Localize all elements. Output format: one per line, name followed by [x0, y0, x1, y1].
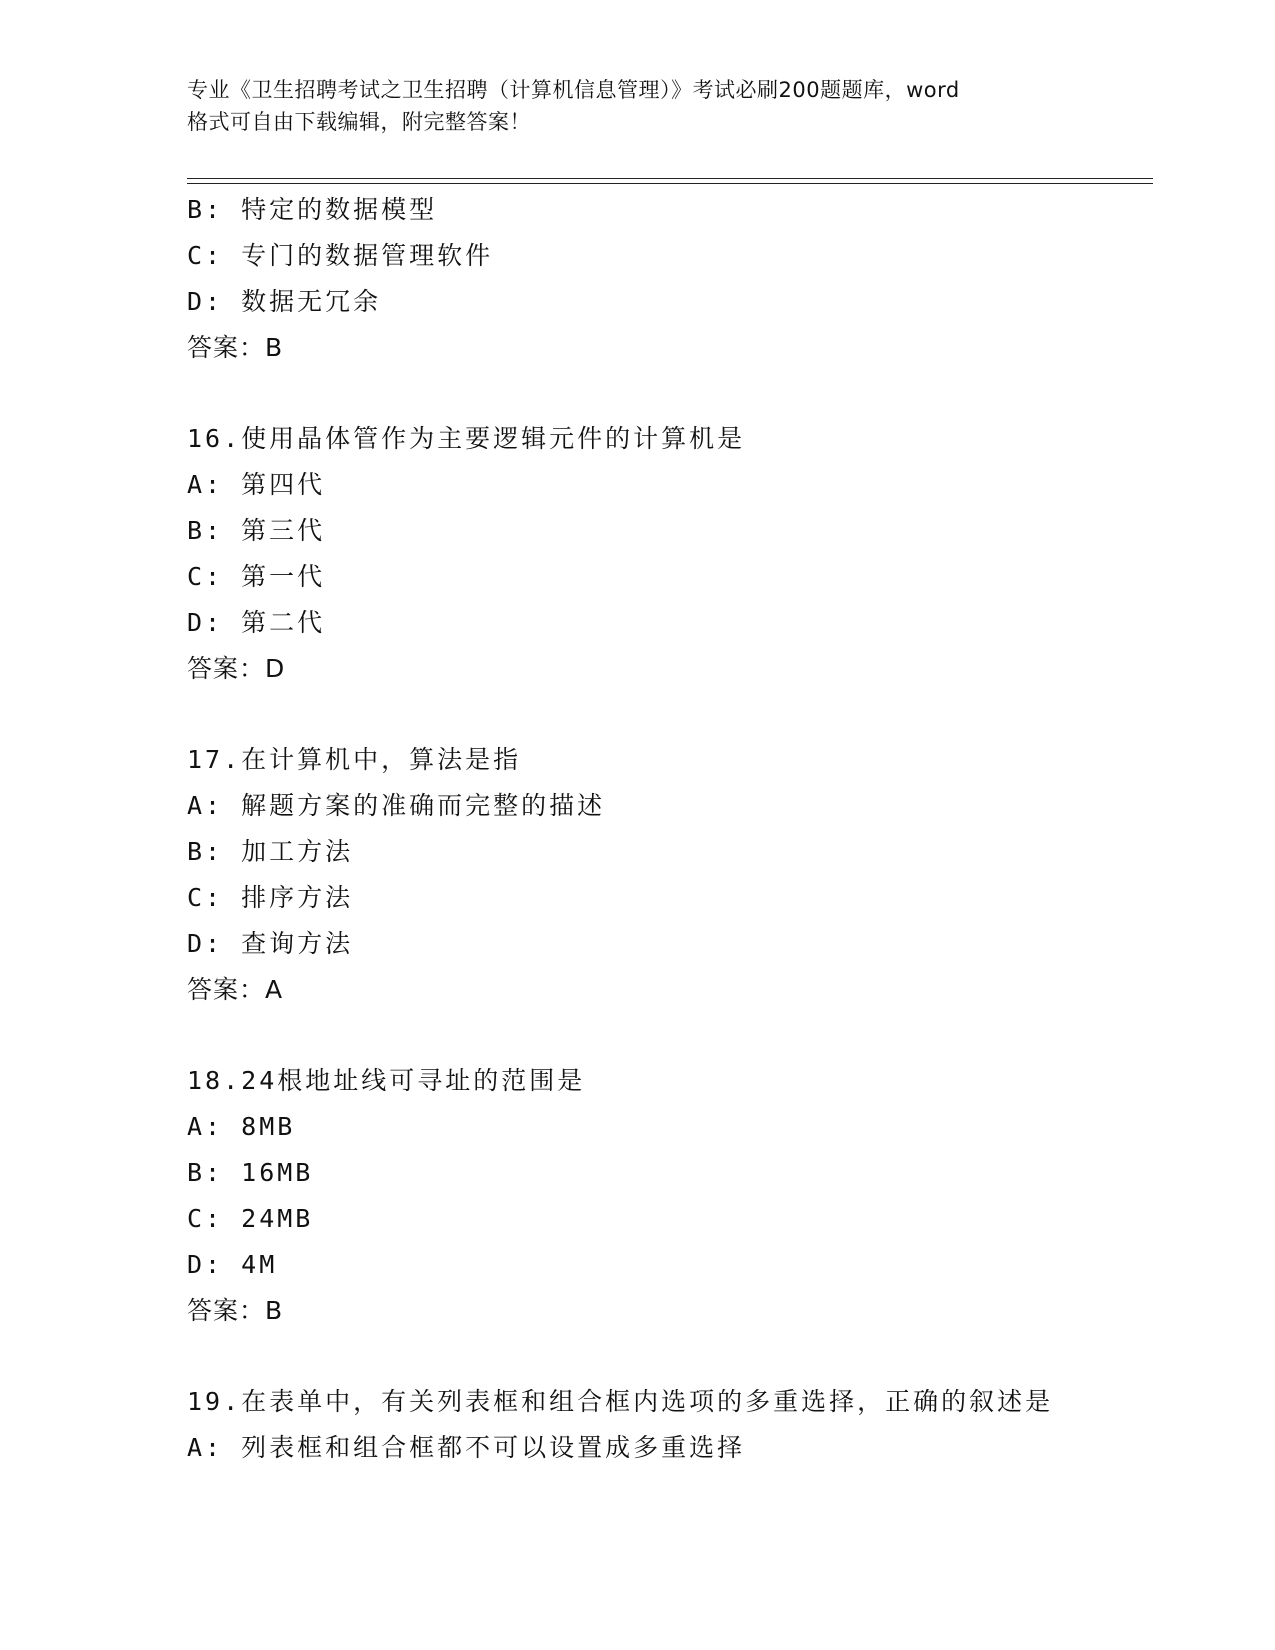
question-spacer	[187, 1013, 1147, 1058]
option-c: C: 24MB	[187, 1204, 314, 1233]
option-a: A: 解题方案的准确而完整的描述	[187, 791, 606, 820]
option-c: C: 第一代	[187, 562, 326, 591]
question-block-17	[187, 737, 1147, 1013]
option-b: B: 加工方法	[187, 837, 354, 866]
question-spacer	[187, 371, 1147, 416]
question-list	[187, 187, 1147, 1471]
question-stem: 19.在表单中，有关列表框和组合框内选项的多重选择，正确的叙述是	[187, 1387, 1054, 1416]
header-title-line-2: 格式可自由下载编辑，附完整答案！	[187, 110, 531, 134]
question-block-16	[187, 416, 1147, 692]
option-a: A: 列表框和组合框都不可以设置成多重选择	[187, 1433, 746, 1462]
option-d: D: 查询方法	[187, 929, 354, 958]
option-d: D: 4M	[187, 1250, 278, 1279]
option-a: A: 8MB	[187, 1112, 296, 1141]
document-header	[187, 74, 1087, 138]
answer-line: 答案：B	[187, 333, 284, 362]
option-a: A: 第四代	[187, 470, 326, 499]
option-b: B: 第三代	[187, 516, 326, 545]
question-stem: 17.在计算机中，算法是指	[187, 745, 522, 774]
answer-line: 答案：D	[187, 654, 286, 683]
option-c: C: 排序方法	[187, 883, 354, 912]
answer-line: 答案：A	[187, 975, 284, 1004]
question-stem: 18.24根地址线可寻址的范围是	[187, 1066, 586, 1095]
question-stem: 16.使用晶体管作为主要逻辑元件的计算机是	[187, 424, 746, 453]
header-divider-bottom	[187, 183, 1153, 184]
question-block-18	[187, 1058, 1147, 1334]
question-spacer	[187, 692, 1147, 737]
header-title-line-1: 专业《卫生招聘考试之卫生招聘（计算机信息管理）》考试必刷200题题库，word	[187, 78, 960, 102]
option-c: C: 专门的数据管理软件	[187, 241, 494, 270]
option-b: B: 特定的数据模型	[187, 195, 438, 224]
option-d: D: 数据无冗余	[187, 287, 382, 316]
option-b: B: 16MB	[187, 1158, 314, 1187]
question-block-19	[187, 1379, 1147, 1471]
header-divider-top	[187, 178, 1153, 179]
answer-line: 答案：B	[187, 1296, 284, 1325]
question-spacer	[187, 1334, 1147, 1379]
question-block-continued	[187, 187, 1147, 371]
option-d: D: 第二代	[187, 608, 326, 637]
